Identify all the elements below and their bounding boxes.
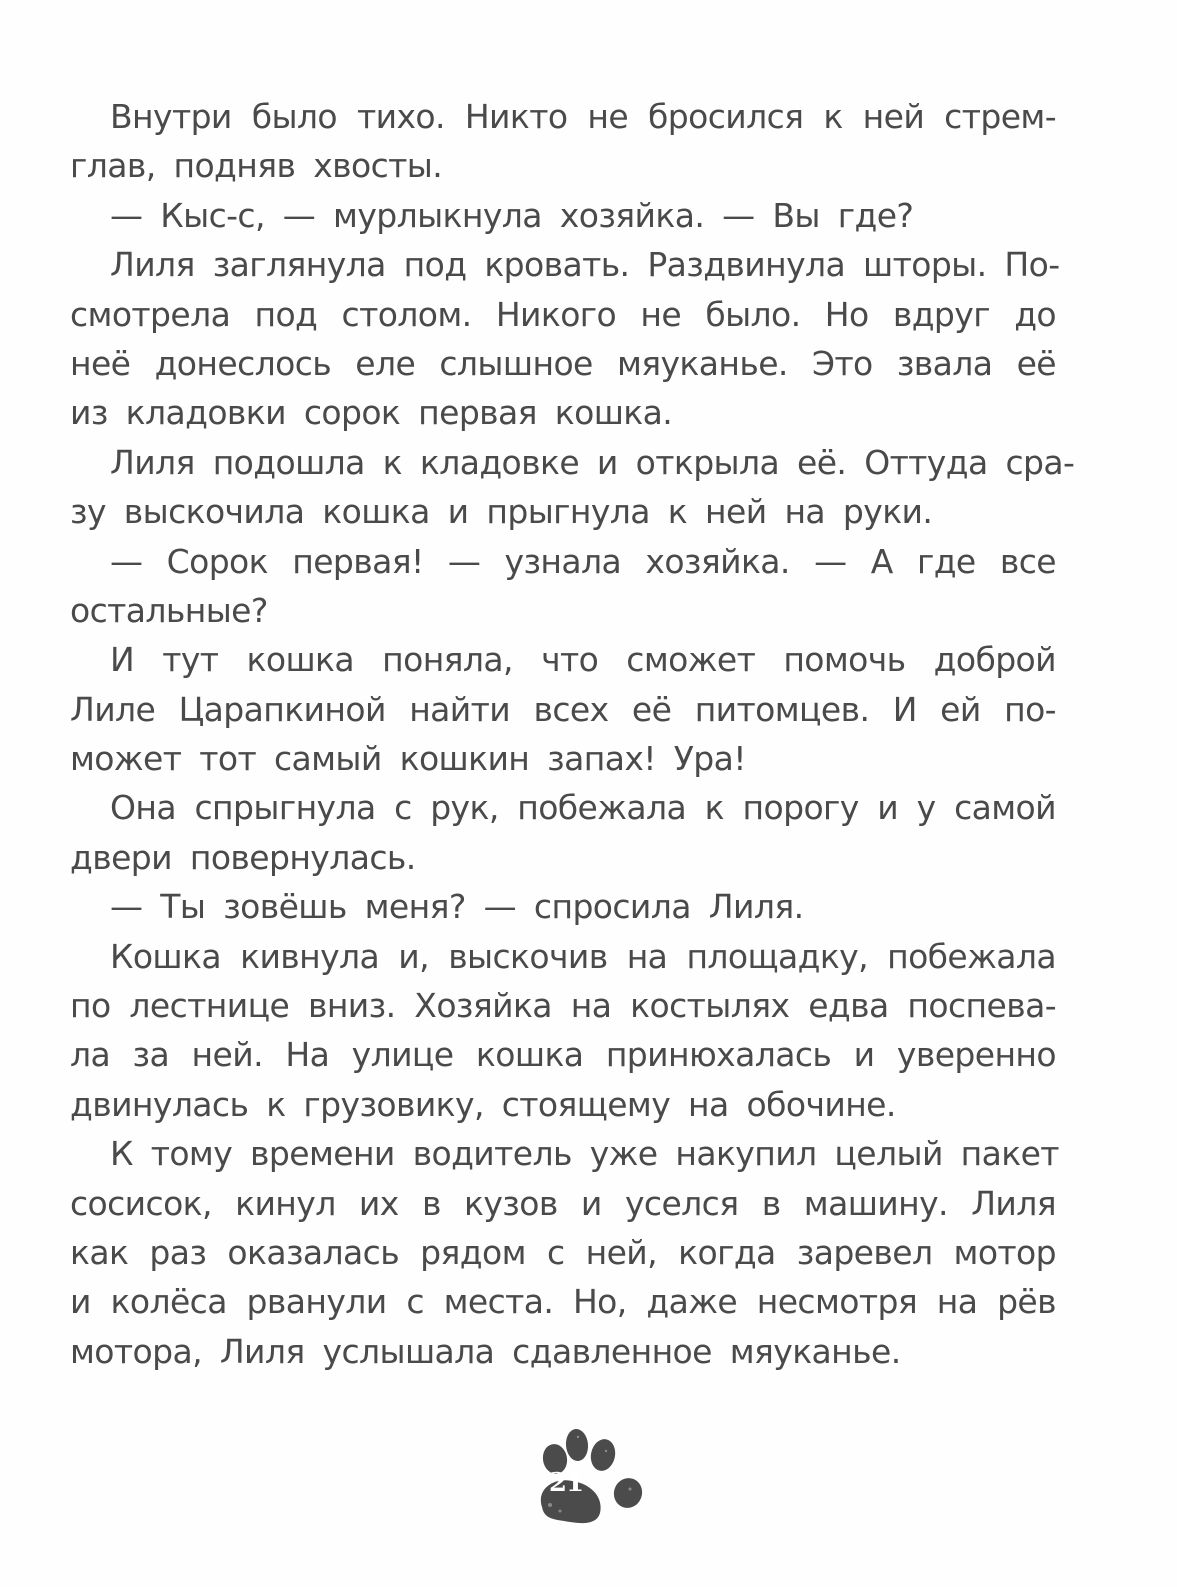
text-line: Лиле Царапкиной найти всех её питомцев. И ей по- <box>70 689 1056 729</box>
text-line: — Кыс-с, — мурлыкнула хозяйка. — Вы где? <box>110 195 914 235</box>
text-line: сосисок, кинул их в кузов и уселся в машину. Лиля <box>70 1183 1056 1223</box>
text-line: мотора, Лиля услышала сдавленное мяуканье. <box>70 1331 901 1371</box>
text-line: — Сорок первая! — узнала хозяйка. — А где все <box>110 541 1056 581</box>
page-number: 21 <box>548 1468 584 1498</box>
text-line: Лиля заглянула под кровать. Раздвинула шторы. По- <box>110 245 1060 285</box>
text-line: двинулась к грузовику, стоящему на обочине. <box>70 1084 896 1124</box>
text-line: К тому времени водитель уже накупил целый пакет <box>110 1134 1059 1174</box>
text-line: по лестнице вниз. Хозяйка на костылях едва поспева- <box>70 986 1056 1026</box>
text-line: как раз оказалась рядом с ней, когда заревел мотор <box>70 1232 1056 1272</box>
text-line: — Ты зовёшь меня? — спросила Лиля. <box>110 887 804 927</box>
body-text <box>70 92 1075 1376</box>
text-line: Кошка кивнула и, выскочив на площадку, побежала <box>110 936 1056 976</box>
text-line: зу выскочила кошка и прыгнула к ней на руки. <box>70 492 933 532</box>
text-line: остальные? <box>70 590 268 630</box>
text-line: глав, подняв хвосты. <box>70 146 443 186</box>
text-line: ла за ней. На улице кошка принюхалась и уверенно <box>70 1035 1056 1075</box>
text-line: неё донеслось еле слышное мяуканье. Это звала её <box>70 343 1056 383</box>
text-line: двери повернулась. <box>70 837 416 877</box>
text-line: может тот самый кошкин запах! Ура! <box>70 739 746 779</box>
text-line: И тут кошка поняла, что сможет помочь доброй <box>110 640 1056 680</box>
text-line: смотрела под столом. Никого не было. Но вдруг до <box>70 294 1056 334</box>
text-line: из кладовки сорок первая кошка. <box>70 393 673 433</box>
text-line: Внутри было тихо. Никто не бросился к ней стрем- <box>110 97 1056 136</box>
text-line: Она спрыгнула с рук, побежала к порогу и у самой <box>110 788 1056 828</box>
text-line: Лиля подошла к кладовке и открыла её. Оттуда сра- <box>110 442 1075 482</box>
text-line: и колёса рванули с места. Но, даже несмотря на рёв <box>70 1282 1056 1322</box>
